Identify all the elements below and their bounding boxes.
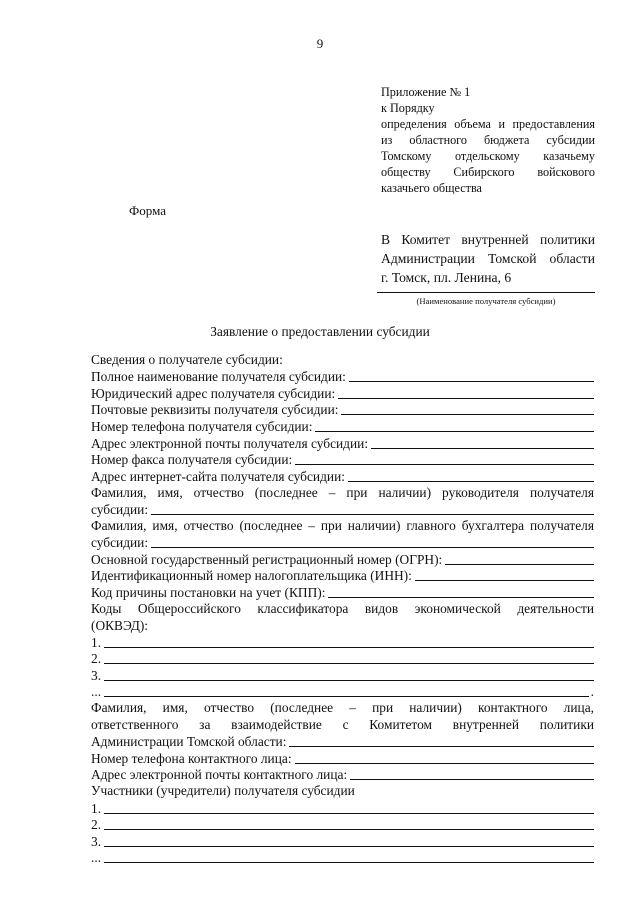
founder-field[interactable] [104,818,594,830]
field-label: Юридический адрес получателя субсидии: [91,385,336,401]
appendix-line: к Порядку [381,101,435,115]
founder-item [91,817,594,834]
field-label: Адрес интернет-сайта получателя субсидии: [91,468,345,484]
field-label: Адрес электронной почты контактного лица: [91,767,348,783]
addressee-line: г. Томск, пл. Ленина, 6 [381,270,512,285]
contact-name-field[interactable] [289,735,594,747]
kpp-row [91,584,594,601]
okved-field[interactable] [104,685,589,697]
appendix-line: определения объема и предоставления [381,117,595,131]
field-label: Номер факса получателя субсидии: [91,452,293,468]
field-label: субсидии: [91,501,149,517]
contact-label: ответственного за взаимодействие с Комитетом внутренней политики [91,717,594,733]
website-field[interactable] [348,470,594,482]
ogrn-field[interactable] [445,553,594,565]
inn-field[interactable] [415,569,594,581]
appendix-line: из областного бюджета субсидии [381,133,595,147]
appendix-line: казачьего общества [381,181,482,195]
kpp-field[interactable] [328,586,594,598]
founder-item [91,833,594,850]
document-title: Заявление о предоставлении субсидии [210,324,430,339]
item-number: 1. [91,634,102,650]
form-label: Форма [129,203,166,218]
field-label: Код причины постановки на учет (КПП): [91,584,326,600]
item-number: 2. [91,651,102,667]
head-name-label: Фамилия, имя, отчество (последнее – при наличии) руководителя получателя [91,484,594,500]
phone-field[interactable] [315,420,594,432]
email-row [91,435,594,452]
item-number: 1. [91,800,102,816]
okved-label: Коды Общероссийского классификатора видов экономической деятельности [91,600,594,616]
field-label: субсидии: [91,535,149,551]
accountant-field[interactable] [151,536,594,548]
contact-name-row [91,734,594,751]
okved-field[interactable] [104,652,594,664]
legal-address-field[interactable] [338,387,594,399]
recipient-caption: (Наименование получателя субсидии) [416,296,556,306]
contact-phone-field[interactable] [295,752,594,764]
postal-details-field[interactable] [341,403,594,415]
phone-row [91,418,594,435]
full-name-row [91,369,594,386]
head-name-field[interactable] [151,503,594,515]
accountant-row [91,535,594,552]
contact-phone-row [91,750,594,767]
legal-address-row [91,385,594,402]
okved-field[interactable] [104,636,594,648]
fax-row [91,452,594,469]
item-number: 3. [91,667,102,683]
page-number: 9 [316,36,324,51]
appendix-line: Приложение № 1 [381,85,471,99]
contact-email-field[interactable] [350,768,594,780]
field-label: Полное наименование получателя субсидии: [91,369,346,385]
postal-details-row [91,402,594,419]
accountant-label: Фамилия, имя, отчество (последнее – при наличии) главного бухгалтера получателя [91,517,594,533]
okved-item [91,651,594,668]
field-label: Идентификационный номер налогоплательщика (ИНН): [91,568,412,584]
field-label: Почтовые реквизиты получателя субсидии: [91,402,339,418]
addressee-line: Администрации Томской области [381,251,595,266]
line-end-dot: . [590,684,594,700]
okved-field[interactable] [104,669,594,681]
okved-label: (ОКВЭД): [91,617,149,633]
field-label: Адрес электронной почты получателя субсидии: [91,435,369,451]
field-label: Основной государственный регистрационный номер (ОГРН): [91,551,443,567]
fax-field[interactable] [295,453,594,465]
full-name-field[interactable] [349,370,594,382]
founder-field[interactable] [104,802,594,814]
founders-heading: Участники (учредители) получателя субсидии [91,783,355,799]
inn-row [91,568,594,585]
founder-item [91,800,594,817]
recipient-name-field[interactable] [377,292,595,293]
appendix-block [381,84,595,196]
appendix-line: обществу Сибирского войскового [381,165,595,179]
okved-item [91,634,594,651]
section-heading: Сведения о получателе субсидии: [91,352,283,367]
founder-field[interactable] [104,851,594,863]
contact-label: Фамилия, имя, отчество (последнее – при наличии) контактного лица, [91,700,594,716]
email-field[interactable] [371,437,594,449]
appendix-line: Томскому отдельскому казачьему [381,149,595,163]
field-label: Номер телефона контактного лица: [91,750,292,766]
item-number: 2. [91,817,102,833]
field-label: Номер телефона получателя субсидии: [91,418,313,434]
field-label: Администрации Томской области: [91,734,287,750]
ogrn-row [91,551,594,568]
okved-item [91,684,594,701]
contact-email-row [91,767,594,784]
item-number: ... [91,850,102,866]
okved-item [91,667,594,684]
item-number: ... [91,684,102,700]
addressee-line: В Комитет внутренней политики [381,232,595,247]
founder-field[interactable] [104,835,594,847]
application-form [91,352,594,866]
addressee-block [381,230,595,287]
website-row [91,468,594,485]
item-number: 3. [91,833,102,849]
head-name-row [91,501,594,518]
founder-item [91,850,594,867]
